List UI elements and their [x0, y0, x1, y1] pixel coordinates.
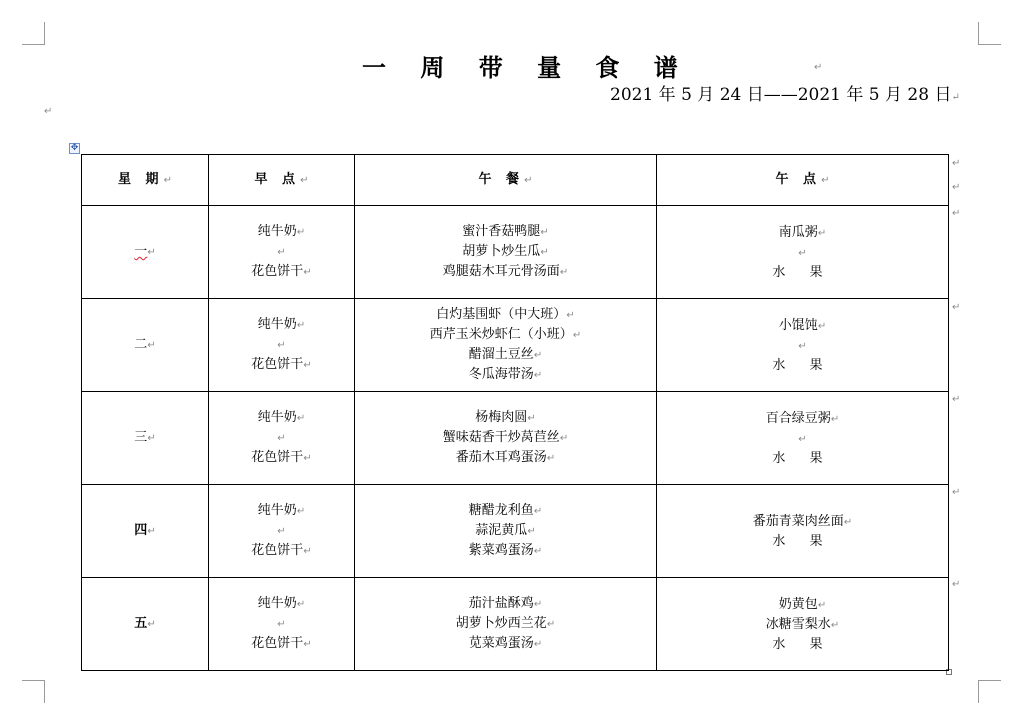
breakfast-cell: 纯牛奶↵ ↵ 花色饼干↵ — [209, 485, 355, 578]
page-corner-top-left — [22, 22, 45, 45]
table-row — [82, 299, 949, 392]
weekday-cell: 二↵ — [82, 299, 209, 392]
row-end-mark: ↵ — [952, 579, 961, 590]
table-row — [82, 392, 949, 485]
weekday-cell: 五↵ — [82, 578, 209, 671]
weekday-cell: 四↵ — [82, 485, 209, 578]
breakfast-cell: 纯牛奶↵ ↵ 花色饼干↵ — [209, 299, 355, 392]
lunch-cell: 白灼基围虾（中大班）↵ 西芹玉米炒虾仁（小班）↵ 醋溜土豆丝↵ 冬瓜海带汤↵ — [355, 299, 657, 392]
weekday-cell: 三↵ — [82, 392, 209, 485]
paragraph-mark: ↵ — [814, 62, 823, 73]
snack-cell: 番茄青菜肉丝面↵ 水 果 — [657, 485, 949, 578]
header-breakfast: 早 点↵ — [209, 155, 355, 206]
header-lunch: 午 餐↵ — [355, 155, 657, 206]
lunch-cell: 杨梅肉圆↵ 蟹味菇香干炒莴苣丝↵ 番茄木耳鸡蛋汤↵ — [355, 392, 657, 485]
row-end-mark: ↵ — [952, 208, 961, 219]
page-corner-bottom-left — [22, 680, 45, 703]
breakfast-cell: 纯牛奶↵ ↵ 花色饼干↵ — [209, 392, 355, 485]
snack-cell: 百合绿豆粥↵ ↵ 水 果 — [657, 392, 949, 485]
table-move-handle-icon[interactable]: ✥ — [70, 143, 79, 153]
document-title: 一 周 带 量 食 谱 — [362, 53, 691, 82]
breakfast-cell: 纯牛奶↵ ↵ 花色饼干↵ — [209, 206, 355, 299]
table-header-row — [82, 155, 949, 206]
date-range: 2021 年 5 月 24 日——2021 年 5 月 28 日↵ — [610, 85, 960, 105]
header-weekday: 星 期↵ — [82, 155, 209, 206]
weekday-cell: 一↵ — [82, 206, 209, 299]
row-end-mark: ↵ — [952, 487, 961, 498]
table-row — [82, 485, 949, 578]
page-corner-top-right — [978, 22, 1001, 45]
table-row — [82, 206, 949, 299]
page-corner-bottom-right — [978, 680, 1001, 703]
snack-cell: 南瓜粥↵ ↵ 水 果 — [657, 206, 949, 299]
lunch-cell: 茄汁盐酥鸡↵ 胡萝卜炒西兰花↵ 苋菜鸡蛋汤↵ — [355, 578, 657, 671]
lunch-cell: 蜜汁香菇鸭腿↵ 胡萝卜炒生瓜↵ 鸡腿菇木耳元骨汤面↵ — [355, 206, 657, 299]
snack-cell: 小馄饨↵ ↵ 水 果 — [657, 299, 949, 392]
snack-cell: 奶黄包↵ 冰糖雪梨水↵ 水 果 — [657, 578, 949, 671]
breakfast-cell: 纯牛奶↵ ↵ 花色饼干↵ — [209, 578, 355, 671]
table-row — [82, 578, 949, 671]
row-end-mark: ↵ — [952, 302, 961, 313]
lunch-cell: 糖醋龙利鱼↵ 蒜泥黄瓜↵ 紫菜鸡蛋汤↵ — [355, 485, 657, 578]
row-end-mark: ↵ — [952, 182, 961, 193]
weekly-menu-table — [81, 154, 949, 671]
header-snack: 午 点↵ — [657, 155, 949, 206]
row-end-mark: ↵ — [952, 158, 961, 169]
paragraph-mark: ↵ — [44, 106, 53, 117]
row-end-mark: ↵ — [952, 394, 961, 405]
